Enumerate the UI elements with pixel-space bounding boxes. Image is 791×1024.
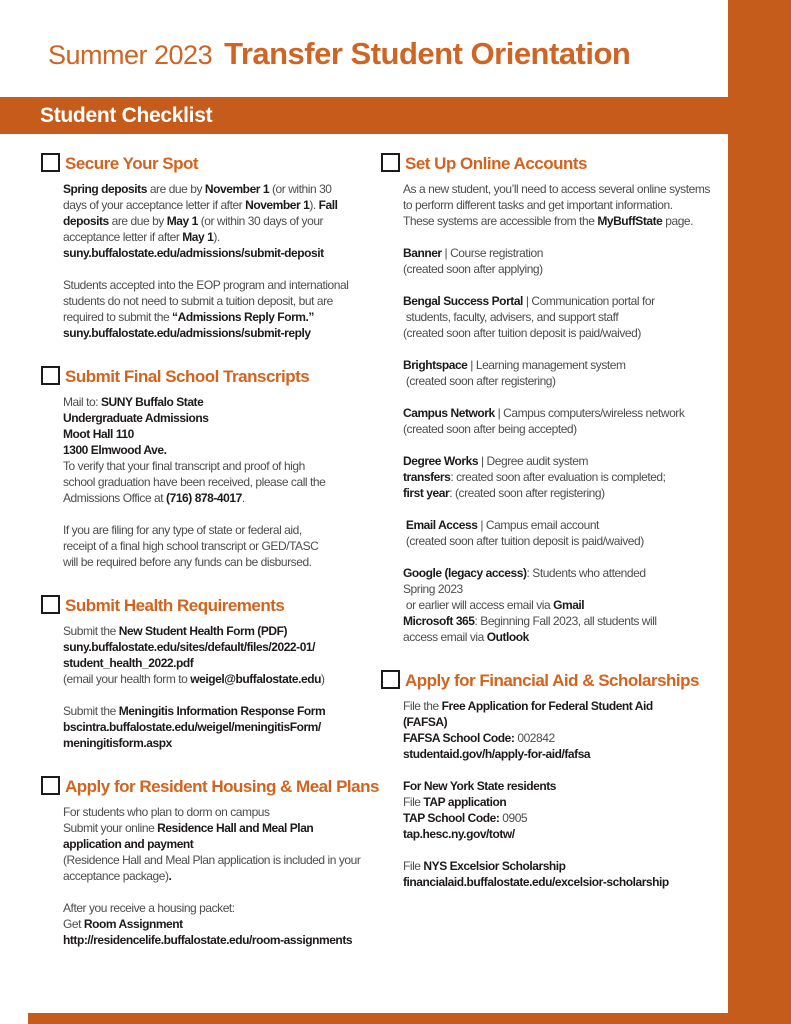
- text-line: [63, 309, 393, 325]
- bold-text-run: Google (legacy access): [403, 566, 527, 580]
- section-body: [63, 804, 393, 948]
- text-line: [403, 714, 728, 730]
- text-run: .: [241, 491, 245, 505]
- section-title: Apply for Financial Aid & Scholarships: [405, 671, 699, 690]
- text-run: | Campus computers/wireless network: [494, 406, 685, 420]
- text-block: [403, 858, 728, 890]
- text-run: are due by: [108, 214, 167, 228]
- text-block: [63, 522, 393, 570]
- bold-text-run: Campus Network: [403, 406, 495, 420]
- bold-text-run: FAFSA School Code:: [403, 731, 515, 745]
- section-title: Submit Final School Transcripts: [65, 367, 310, 386]
- text-run: As a new student, you’ll need to access several online systems: [403, 182, 710, 196]
- text-line: [403, 810, 728, 826]
- bold-text-run: Banner: [403, 246, 442, 260]
- text-line: [63, 735, 393, 751]
- text-run: acceptance letter if after: [63, 230, 183, 244]
- bold-text-run: Degree Works: [403, 454, 479, 468]
- bold-text-run: For New York State residents: [403, 779, 557, 793]
- bold-text-run: November 1: [245, 198, 310, 212]
- checklist-banner: [0, 97, 791, 134]
- text-line: [63, 932, 393, 948]
- text-run: receipt of a final high school transcript or GED/TASC: [63, 539, 319, 553]
- text-line: [403, 858, 728, 874]
- text-line: [403, 778, 728, 794]
- bold-text-run: Bengal Success Portal: [403, 294, 523, 308]
- text-run: (created soon after registering): [403, 374, 556, 388]
- text-line: [63, 703, 393, 719]
- text-line: [403, 373, 728, 389]
- text-block: [403, 181, 728, 229]
- text-block: [403, 357, 728, 389]
- title-main: Transfer Student Orientation: [224, 36, 631, 71]
- text-block: [403, 405, 728, 437]
- section-body: [63, 181, 393, 341]
- text-run: File the: [403, 699, 442, 713]
- checklist-section: [381, 152, 728, 645]
- text-line: [63, 442, 393, 458]
- bold-text-run: financialaid.buffalostate.edu/excelsior-scholarship: [403, 875, 669, 889]
- text-run: days of your acceptance letter if after: [63, 198, 246, 212]
- text-line: [63, 293, 393, 309]
- text-line: [63, 804, 393, 820]
- text-line: [63, 719, 393, 735]
- bold-text-run: Free Application for Federal Student Aid: [441, 699, 653, 713]
- text-line: [63, 538, 393, 554]
- text-run: students, faculty, advisers, and support staff: [403, 310, 619, 324]
- text-run: Submit your online: [63, 821, 158, 835]
- bold-text-run: “Admissions Reply Form.”: [172, 310, 314, 324]
- bold-text-run: May 1: [182, 230, 214, 244]
- bold-text-run: NYS Excelsior Scholarship: [423, 859, 566, 873]
- text-run: 0905: [499, 811, 528, 825]
- text-line: [63, 820, 393, 836]
- text-run: Mail to:: [63, 395, 101, 409]
- text-run: Submit the: [63, 624, 119, 638]
- text-line: [63, 655, 393, 671]
- bold-text-run: transfers: [403, 470, 451, 484]
- checklist-section: [41, 365, 393, 570]
- text-line: [403, 746, 728, 762]
- text-line: [403, 485, 728, 501]
- text-line: [403, 874, 728, 890]
- section-header: [41, 152, 393, 175]
- text-line: [63, 229, 393, 245]
- text-line: [63, 458, 393, 474]
- bold-text-run: student_health_2022.pdf: [63, 656, 194, 670]
- text-line: [403, 517, 728, 533]
- text-run: Spring 2023: [403, 582, 463, 596]
- text-line: [63, 197, 393, 213]
- bold-text-run: TAP School Code:: [403, 811, 500, 825]
- text-run: | Campus email account: [477, 518, 599, 532]
- text-run: will be required before any funds can be disbursed.: [63, 555, 312, 569]
- text-block: [63, 623, 393, 687]
- text-run: (created soon after applying): [403, 262, 543, 276]
- text-run: (email your health form to: [63, 672, 191, 686]
- column-right: [381, 152, 728, 914]
- text-run: : (created soon after registering): [449, 486, 605, 500]
- text-run: Submit the: [63, 704, 119, 718]
- section-checkbox[interactable]: [41, 595, 60, 614]
- text-run: Admissions Office at: [63, 491, 167, 505]
- text-run: school graduation have been received, please call the: [63, 475, 326, 489]
- bold-text-run: .: [168, 869, 172, 883]
- bold-text-run: deposits: [63, 214, 109, 228]
- text-run: After you receive a housing packet:: [63, 901, 235, 915]
- bold-text-run: Moot Hall 110: [63, 427, 134, 441]
- text-run: File: [403, 795, 424, 809]
- text-line: [63, 836, 393, 852]
- text-line: [403, 469, 728, 485]
- text-run: | Communication portal for: [522, 294, 655, 308]
- bold-text-run: (716) 878-4017: [166, 491, 242, 505]
- right-edge-bar: [728, 0, 791, 1024]
- section-body: [63, 394, 393, 570]
- text-run: (Residence Hall and Meal Plan application is included in your: [63, 853, 361, 867]
- bottom-edge-bar: [28, 1013, 791, 1024]
- bold-text-run: suny.buffalostate.edu/admissions/submit-deposit: [63, 246, 324, 260]
- text-run: If you are filing for any type of state or federal aid,: [63, 523, 302, 537]
- text-line: [403, 181, 728, 197]
- section-header: [41, 365, 393, 388]
- bold-text-run: Room Assignment: [83, 917, 183, 931]
- text-run: to perform different tasks and get important information.: [403, 198, 673, 212]
- bold-text-run: application and payment: [63, 837, 194, 851]
- text-line: [403, 245, 728, 261]
- text-line: [403, 453, 728, 469]
- section-header: [381, 669, 728, 692]
- section-title: Apply for Resident Housing & Meal Plans: [65, 777, 379, 796]
- section-checkbox[interactable]: [41, 153, 60, 172]
- banner-label: Student Checklist: [40, 104, 213, 127]
- title-season: Summer 2023: [48, 40, 213, 70]
- bold-text-run: Undergraduate Admissions: [63, 411, 209, 425]
- text-line: [403, 197, 728, 213]
- text-run: | Degree audit system: [478, 454, 589, 468]
- text-run: To verify that your final transcript and proof of high: [63, 459, 305, 473]
- checklist-section: [41, 594, 393, 751]
- text-line: [403, 421, 728, 437]
- bold-text-run: studentaid.gov/h/apply-for-aid/fafsa: [403, 747, 591, 761]
- bold-text-run: weigel@buffalostate.edu: [190, 672, 321, 686]
- text-line: [63, 394, 393, 410]
- section-body: [63, 623, 393, 751]
- section-title: Secure Your Spot: [65, 154, 199, 173]
- text-block: [63, 900, 393, 948]
- text-block: [403, 565, 728, 645]
- text-line: [63, 474, 393, 490]
- bold-text-run: MyBuffState: [597, 214, 663, 228]
- text-line: [403, 309, 728, 325]
- text-run: (created soon after tuition deposit is paid/waived): [403, 534, 644, 548]
- text-run: For students who plan to dorm on campus: [63, 805, 270, 819]
- checklist-section: [41, 152, 393, 341]
- text-run: students do not need to submit a tuition deposit, but are: [63, 294, 333, 308]
- text-run: ): [320, 672, 325, 686]
- text-line: [63, 554, 393, 570]
- text-run: These systems are accessible from the: [403, 214, 598, 228]
- bold-text-run: suny.buffalostate.edu/sites/default/files/2022-01/: [63, 640, 316, 654]
- text-line: [403, 261, 728, 277]
- bold-text-run: Microsoft 365: [403, 614, 475, 628]
- text-block: [403, 293, 728, 341]
- text-line: [403, 293, 728, 309]
- text-run: File: [403, 859, 424, 873]
- text-line: [403, 698, 728, 714]
- text-line: [403, 565, 728, 581]
- text-block: [403, 453, 728, 501]
- text-line: [63, 852, 393, 868]
- text-run: page.: [662, 214, 694, 228]
- text-run: (or within 30 days of your: [197, 214, 324, 228]
- text-block: [63, 804, 393, 884]
- text-line: [403, 794, 728, 810]
- text-run: : created soon after evaluation is completed;: [450, 470, 666, 484]
- text-run: or earlier will access email via: [403, 598, 554, 612]
- checklist-section: [41, 775, 393, 948]
- text-block: [403, 698, 728, 762]
- bold-text-run: Fall: [318, 198, 338, 212]
- text-block: [403, 245, 728, 277]
- text-line: [63, 671, 393, 687]
- text-run: (created soon after being accepted): [403, 422, 577, 436]
- text-run: required to submit the: [63, 310, 173, 324]
- text-block: [63, 394, 393, 506]
- text-run: acceptance package): [63, 869, 169, 883]
- text-line: [63, 639, 393, 655]
- section-title: Submit Health Requirements: [65, 596, 285, 615]
- column-left: [41, 152, 393, 972]
- text-line: [403, 533, 728, 549]
- text-line: [403, 730, 728, 746]
- bold-text-run: first year: [403, 486, 450, 500]
- bold-text-run: Residence Hall and Meal Plan: [157, 821, 314, 835]
- section-header: [41, 775, 393, 798]
- text-line: [63, 325, 393, 341]
- text-block: [63, 277, 393, 341]
- text-line: [63, 623, 393, 639]
- bold-text-run: suny.buffalostate.edu/admissions/submit-reply: [63, 326, 311, 340]
- section-header: [41, 594, 393, 617]
- text-line: [403, 629, 728, 645]
- section-body: [403, 698, 728, 890]
- text-run: access email via: [403, 630, 487, 644]
- section-checkbox[interactable]: [381, 153, 400, 172]
- bold-text-run: May 1: [166, 214, 198, 228]
- bold-text-run: November 1: [204, 182, 270, 196]
- section-body: [403, 181, 728, 645]
- text-line: [63, 410, 393, 426]
- bold-text-run: TAP application: [423, 795, 507, 809]
- bold-text-run: Email Access: [403, 518, 478, 532]
- bold-text-run: http://residencelife.buffalostate.edu/room-assignments: [63, 933, 353, 947]
- bold-text-run: Outlook: [486, 630, 529, 644]
- text-run: | Learning management system: [467, 358, 626, 372]
- text-block: [63, 703, 393, 751]
- text-line: [403, 325, 728, 341]
- text-run: : Students who attended: [526, 566, 646, 580]
- text-run: Get: [63, 917, 84, 931]
- bold-text-run: Gmail: [553, 598, 585, 612]
- text-run: : Beginning Fall 2023, all students will: [474, 614, 657, 628]
- text-line: [403, 357, 728, 373]
- bold-text-run: bscintra.buffalostate.edu/weigel/meningitisForm/: [63, 720, 321, 734]
- text-line: [63, 868, 393, 884]
- bold-text-run: Spring deposits: [63, 182, 147, 196]
- text-run: (or within 30: [269, 182, 332, 196]
- bold-text-run: 1300 Elmwood Ave.: [63, 443, 167, 457]
- text-run: are due by: [146, 182, 205, 196]
- section-checkbox[interactable]: [381, 670, 400, 689]
- text-block: [63, 181, 393, 261]
- text-run: Students accepted into the EOP program and international: [63, 278, 349, 292]
- text-block: [403, 778, 728, 842]
- text-line: [63, 245, 393, 261]
- page-title: [48, 36, 630, 72]
- text-block: [403, 517, 728, 549]
- text-run: 002842: [514, 731, 555, 745]
- text-line: [403, 581, 728, 597]
- text-line: [63, 426, 393, 442]
- bold-text-run: tap.hesc.ny.gov/totw/: [403, 827, 515, 841]
- text-line: [63, 916, 393, 932]
- bold-text-run: meningitisform.aspx: [63, 736, 172, 750]
- text-line: [403, 597, 728, 613]
- checklist-section: [381, 669, 728, 890]
- text-line: [403, 826, 728, 842]
- text-line: [403, 613, 728, 629]
- section-title: Set Up Online Accounts: [405, 154, 588, 173]
- text-line: [403, 405, 728, 421]
- bold-text-run: New Student Health Form (PDF): [118, 624, 288, 638]
- section-checkbox[interactable]: [41, 776, 60, 795]
- text-run: (created soon after tuition deposit is paid/waived): [403, 326, 641, 340]
- text-line: [403, 213, 728, 229]
- text-line: [63, 900, 393, 916]
- section-checkbox[interactable]: [41, 366, 60, 385]
- bold-text-run: SUNY Buffalo State: [100, 395, 204, 409]
- text-line: [63, 490, 393, 506]
- text-line: [63, 522, 393, 538]
- text-line: [63, 213, 393, 229]
- section-header: [381, 152, 728, 175]
- bold-text-run: (FAFSA): [403, 715, 448, 729]
- text-line: [63, 277, 393, 293]
- bold-text-run: Brightspace: [403, 358, 468, 372]
- text-run: ).: [309, 198, 319, 212]
- text-line: [63, 181, 393, 197]
- text-run: ).: [213, 230, 220, 244]
- bold-text-run: Meningitis Information Response Form: [118, 704, 326, 718]
- text-run: | Course registration: [441, 246, 543, 260]
